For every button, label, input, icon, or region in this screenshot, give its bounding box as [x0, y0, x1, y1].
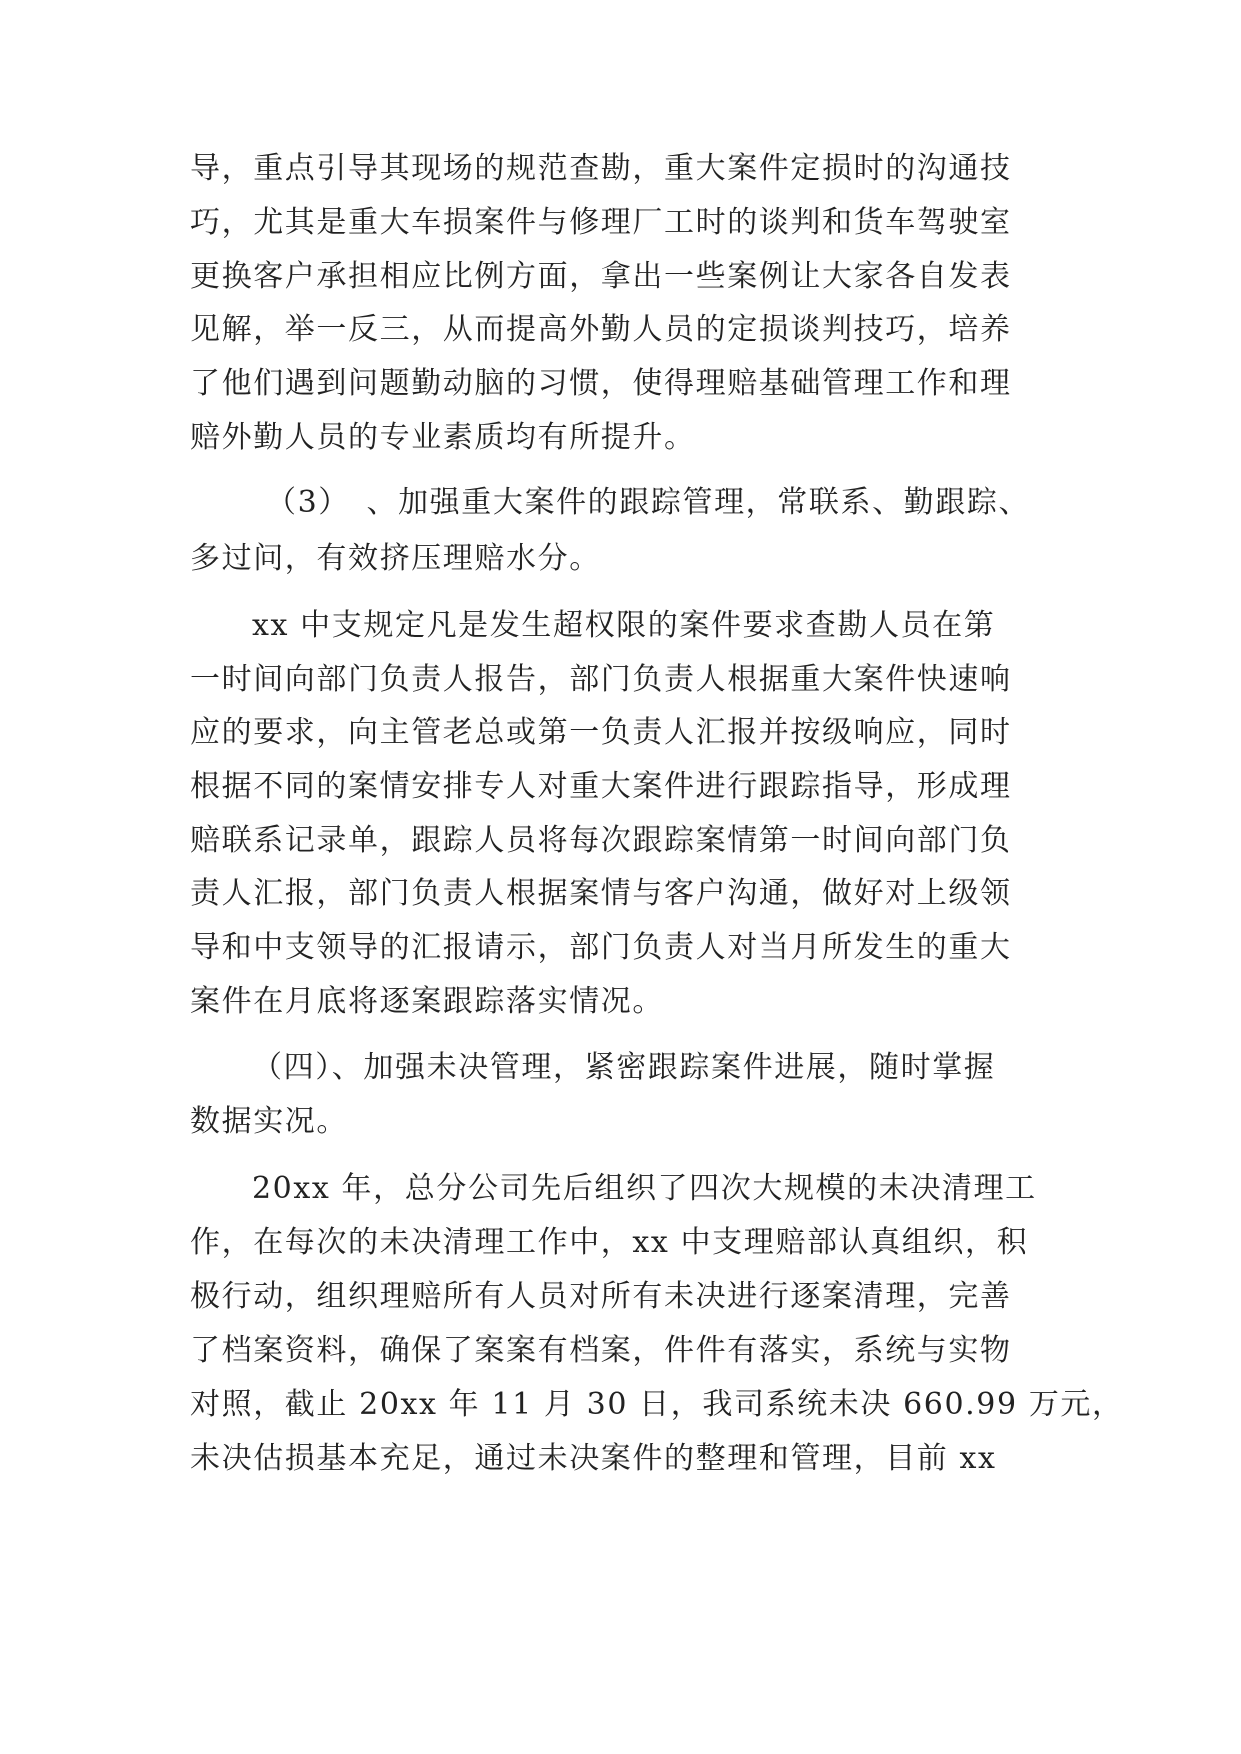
text-line: 根据不同的案情安排专人对重大案件进行跟踪指导，形成理: [190, 769, 1012, 804]
text-line: 应的要求，向主管老总或第一负责人汇报并按级响应，同时: [190, 715, 1012, 750]
text-line: 数据实况。: [190, 1104, 348, 1139]
text-line: 了他们遇到问题勤动脑的习惯，使得理赔基础管理工作和理: [190, 366, 1012, 401]
text-line: 多过问，有效挤压理赔水分。: [190, 541, 601, 576]
text-line: 导，重点引导其现场的规范查勘，重大案件定损时的沟通技: [190, 151, 1012, 186]
text-line: （四）、加强未决管理，紧密跟踪案件进展，随时掌握: [252, 1050, 996, 1085]
text-line: 了档案资料，确保了案案有档案，件件有落实，系统与实物: [190, 1333, 1012, 1368]
text-line: 赔外勤人员的专业素质均有所提升。: [190, 420, 696, 455]
text-line: 见解，举一反三，从而提高外勤人员的定损谈判技巧，培养: [190, 312, 1012, 347]
text-line: 20xx 年，总分公司先后组织了四次大规模的未决清理工: [252, 1171, 1037, 1206]
text-line: xx 中支规定凡是发生超权限的案件要求查勘人员在第: [252, 608, 996, 643]
text-line: 未决估损基本充足，通过未决案件的整理和管理，目前 xx: [190, 1441, 997, 1476]
text-line: 一时间向部门负责人报告，部门负责人根据重大案件快速响: [190, 662, 1012, 697]
text-line: 更换客户承担相应比例方面，拿出一些案例让大家各自发表: [190, 259, 1012, 294]
text-line: 作，在每次的未决清理工作中，xx 中支理赔部认真组织，积: [190, 1225, 1029, 1260]
text-line: 导和中支领导的汇报请示，部门负责人对当月所发生的重大: [190, 930, 1012, 965]
text-line: 对照，截止 20xx 年 11 月 30 日，我司系统未决 660.99 万元，: [190, 1387, 1124, 1422]
text-line: 巧，尤其是重大车损案件与修理厂工时的谈判和货车驾驶室: [190, 205, 1012, 240]
text-line: （3） 、加强重大案件的跟踪管理，常联系、勤跟踪、: [266, 485, 1031, 520]
text-line: 极行动，组织理赔所有人员对所有未决进行逐案清理，完善: [190, 1279, 1012, 1314]
text-line: 赔联系记录单，跟踪人员将每次跟踪案情第一时间向部门负: [190, 823, 1012, 858]
text-line: 案件在月底将逐案跟踪落实情况。: [190, 984, 664, 1019]
text-line: 责人汇报，部门负责人根据案情与客户沟通，做好对上级领: [190, 876, 1012, 911]
